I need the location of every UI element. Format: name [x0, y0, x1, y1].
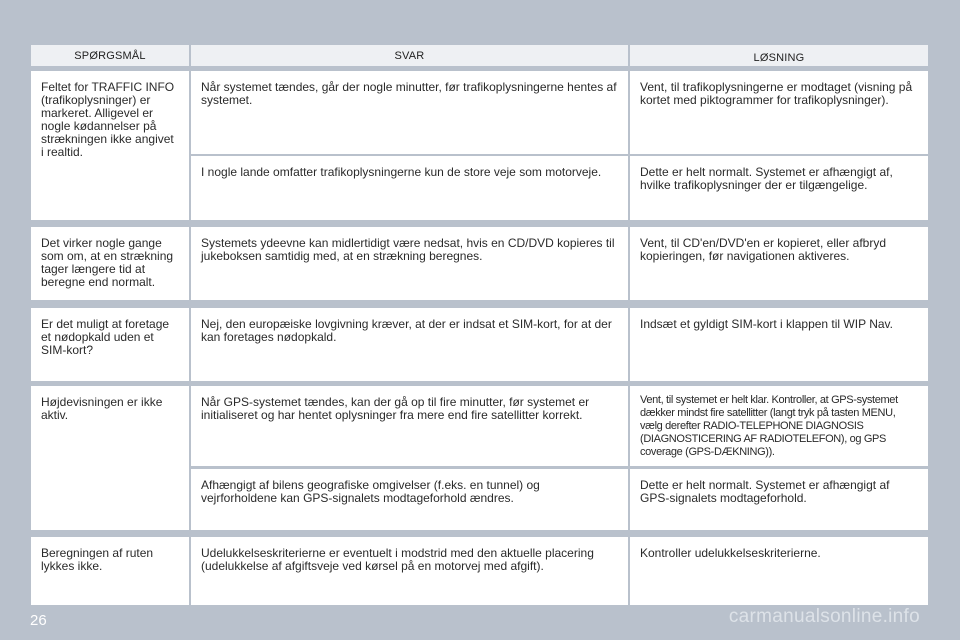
answer-cell: Udelukkelseskriterierne er eventuelt i modstrid med den aktuelle placering (udelukkelse af afgiftsveje ved kørsel på en motorvej med afgift). [191, 537, 628, 605]
question-cell: Feltet for TRAFFIC INFO (trafikoplysninger) er markeret. Alligevel er nogle kødannelser på strækningen ikke angivet i realtid. [31, 71, 189, 220]
question-cell: Beregningen af ruten lykkes ikke. [31, 537, 189, 605]
solution-cell: Indsæt et gyldigt SIM-kort i klappen til WIP Nav. [630, 308, 928, 381]
solution-cell: Vent, til CD'en/DVD'en er kopieret, eller afbryd kopieringen, før navigationen aktiveres. [630, 227, 928, 300]
answer-cell: Når GPS-systemet tændes, kan der gå op til fire minutter, før systemet er initialiseret og har hentet oplysninger fra mere end fire satellitter korrekt. [191, 386, 628, 466]
question-cell: Det virker nogle gange som om, at en strækning tager længere tid at beregne end normalt. [31, 227, 189, 300]
page-number: 26 [30, 612, 47, 629]
solution-cell: Vent, til systemet er helt klar. Kontroller, at GPS-systemet dækker mindst fire satellitter (langt tryk på tasten MENU, vælg derefter RADIO-TELEPHONE DIAGNOSIS (DIAGNOSTICERING AF RADIOTELEFON), og GPS coverage (GPS-DÆKNING)). [630, 386, 928, 466]
solution-cell: Kontroller udelukkelseskriterierne. [630, 537, 928, 605]
answer-cell: Nej, den europæiske lovgivning kræver, at der er indsat et SIM-kort, for at der kan foretages nødopkald. [191, 308, 628, 381]
watermark: carmanualsonline.info [728, 606, 920, 627]
solution-cell: Vent, til trafikoplysningerne er modtaget (visning på kortet med piktogrammer for trafikoplysninger). [630, 71, 928, 154]
answer-cell: Afhængigt af bilens geografiske omgivelser (f.eks. en tunnel) og vejrforholdene kan GPS-signalets modtageforhold ændres. [191, 469, 628, 530]
header-question: SPØRGSMÅL [31, 45, 189, 66]
answer-cell: Systemets ydeevne kan midlertidigt være nedsat, hvis en CD/DVD kopieres til jukeboksen samtidig med, at en strækning beregnes. [191, 227, 628, 300]
answer-cell: Når systemet tændes, går der nogle minutter, før trafikoplysningerne hentes af systemet. [191, 71, 628, 154]
solution-cell: Dette er helt normalt. Systemet er afhængigt af GPS-signalets modtageforhold. [630, 469, 928, 530]
answer-cell: I nogle lande omfatter trafikoplysningerne kun de store veje som motorveje. [191, 156, 628, 220]
question-cell: Højdevisningen er ikke aktiv. [31, 386, 189, 530]
header-answer: SVAR [191, 45, 628, 66]
header-solution: LØSNING [630, 45, 928, 66]
question-cell: Er det muligt at foretage et nødopkald uden et SIM-kort? [31, 308, 189, 381]
solution-cell: Dette er helt normalt. Systemet er afhængigt af, hvilke trafikoplysninger der er tilgængelige. [630, 156, 928, 220]
